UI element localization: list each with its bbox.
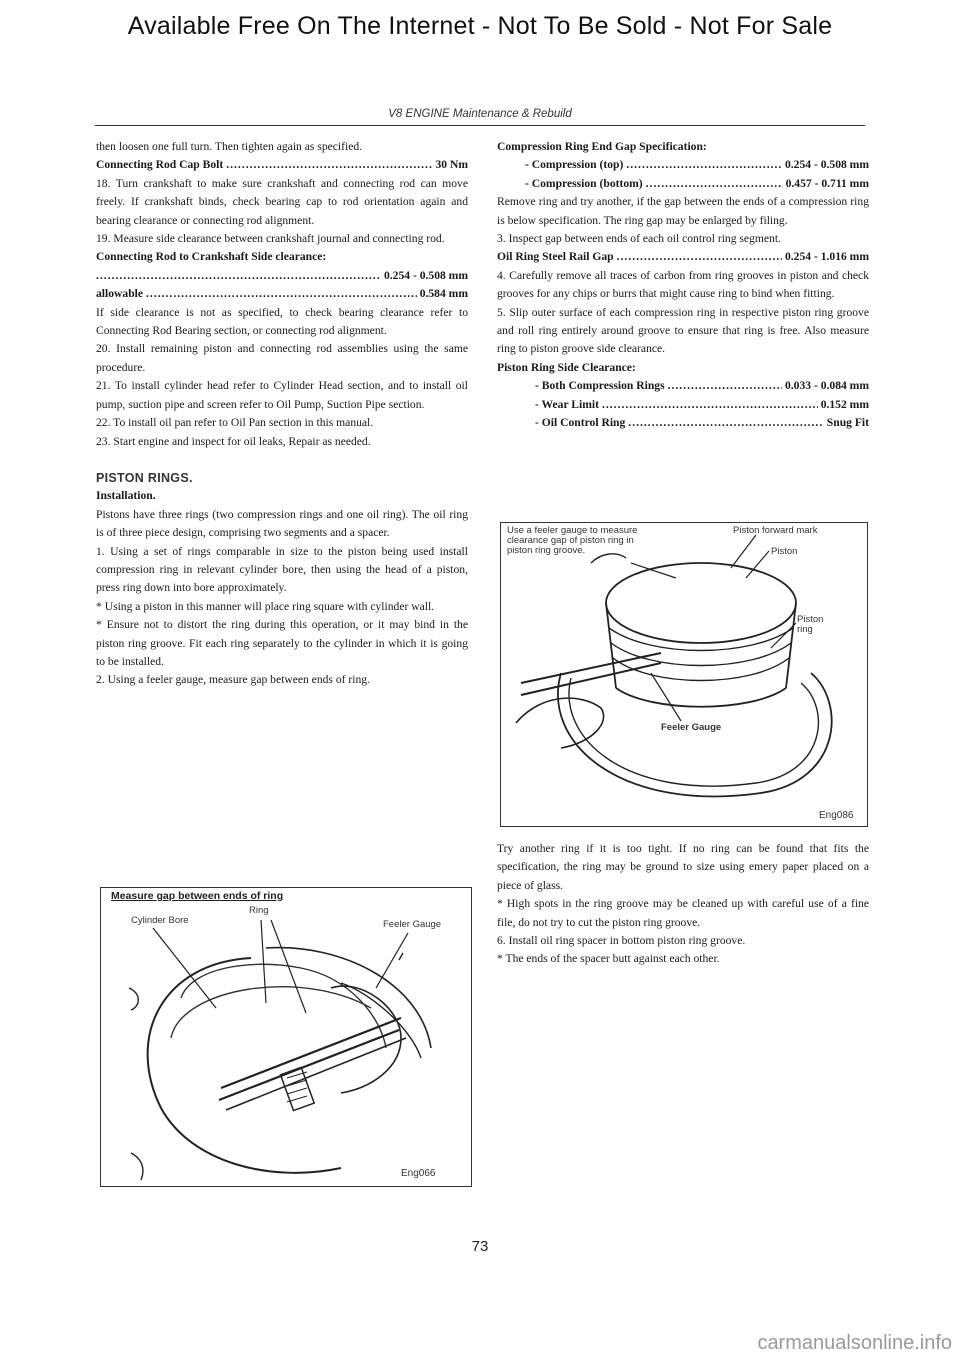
step-1: 1. Using a set of rings comparable in size to the piston being used install compression ring in relevant cylinder bore, then using the head of a piston, press ring down into bore approximately. (96, 544, 468, 595)
note: * Using a piston in this manner will place ring square with cylinder wall. (96, 599, 435, 613)
leader-dots (628, 414, 824, 432)
leader-dots (96, 267, 381, 285)
header-rule (95, 125, 865, 126)
note: * The ends of the spacer butt against each other. (497, 952, 720, 966)
step-21: 21. To install cylinder head refer to Cylinder Head section, and to install oil pump, suction pipe and screen refer to Oil Pump, Suction Pipe section. (96, 379, 468, 411)
step-23: 23. Start engine and inspect for oil leaks, Repair as needed. (96, 434, 371, 448)
spec-value: 0.457 - 0.711 mm (785, 176, 869, 190)
paragraph: Pistons have three rings (two compression rings and one oil ring). The oil ring is of three piece design, comprising two segments and a spacer. (96, 507, 468, 540)
leader-dots (626, 156, 782, 174)
spec-title: Piston Ring Side Clearance: (497, 360, 636, 374)
spec-line (497, 175, 869, 193)
spec-label: - Compression (top) (525, 158, 624, 172)
spec-line (497, 396, 869, 414)
label-use-feeler: Use a feeler gauge to measure clearance gap of piston ring in piston ring groove. (507, 526, 647, 556)
spec-line (497, 248, 869, 266)
spec-label: - Oil Control Ring (535, 416, 626, 430)
spec-value: 0.152 mm (820, 397, 869, 411)
leader-dots (146, 285, 417, 303)
spec-value: 0.254 - 0.508 mm (383, 268, 468, 282)
figure-code: Eng066 (401, 1168, 436, 1179)
step-3: 3. Inspect gap between ends of each oil control ring segment. (497, 232, 781, 246)
footer-watermark: carmanualsonline.info (757, 1332, 952, 1354)
figure-code: Eng086 (819, 810, 854, 821)
step-2: 2. Using a feeler gauge, measure gap between ends of ring. (96, 673, 370, 687)
note: * Ensure not to distort the ring during this operation, or it may bind in the piston ring groove. Fit each ring separately to the cylinder in which it is going to be installed. (96, 618, 468, 668)
spec-value: 0.254 - 1.016 mm (784, 250, 869, 264)
paragraph: Try another ring if it is too tight. If no ring can be found that fits the specification, the ring may be ground to size using emery paper placed on a piece of glass. (497, 842, 869, 892)
label-feeler-gauge: Feeler Gauge (383, 919, 442, 930)
step-4: 4. Carefully remove all traces of carbon from ring grooves in piston and check grooves for any chips or burrs that might cause ring to bind when fitting. (497, 268, 869, 301)
step-18: 18. Turn crankshaft to make sure crankshaft and connecting rod can move freely. If crankshaft binds, check bearing cap to rod orientation again and bearing clearance or connecting rod alignment. (96, 176, 468, 227)
spec-label: Connecting Rod Cap Bolt (96, 158, 224, 172)
label-forward-mark: Piston forward mark (733, 525, 818, 536)
right-column (497, 138, 869, 433)
spec-label: Oil Ring Steel Rail Gap (497, 250, 614, 264)
paragraph: then loosen one full turn. Then tighten again as specified. (96, 140, 363, 153)
spec-title: Connecting Rod to Crankshaft Side clearance: (96, 250, 327, 264)
note: * High spots in the ring groove may be cleaned up with careful use of a fine file, do not try to cut the piston ring groove. (497, 897, 869, 929)
spec-value: 0.584 mm (419, 287, 468, 301)
left-column (96, 138, 468, 690)
side-clearance-figure (500, 522, 868, 827)
page-number: 73 (471, 1238, 489, 1255)
watermark-banner: Available Free On The Internet - Not To Be Sold - Not For Sale (127, 12, 833, 40)
label-piston-ring: Piston ring (797, 614, 824, 635)
spec-label: - Both Compression Rings (535, 379, 665, 393)
spec-line (96, 267, 468, 285)
side-clearance-illustration (501, 523, 867, 826)
spec-line (96, 156, 468, 174)
spec-line (497, 156, 869, 174)
paragraph: If side clearance is not as specified, to check bearing clearance refer to Connecting Rod Bearing section, or connecting rod alignment. (96, 305, 468, 338)
paragraph: Remove ring and try another, if the gap between the ends of a compression ring is below specification. The ring gap may be enlarged by filing. (497, 195, 869, 227)
ring-gap-illustration (101, 888, 471, 1186)
leader-dots (226, 156, 432, 174)
spec-line (96, 285, 468, 303)
step-6: 6. Install oil ring spacer in bottom piston ring groove. (497, 934, 746, 948)
step-20: 20. Install remaining piston and connecting rod assemblies using the same procedure. (96, 342, 468, 374)
spec-value: 30 Nm (435, 158, 468, 172)
label-ring: Ring (249, 905, 269, 916)
subsection-title: Installation. (96, 489, 156, 503)
ring-gap-figure (100, 887, 472, 1187)
spec-label: allowable (96, 287, 144, 301)
running-header: V8 ENGINE Maintenance & Rebuild (388, 108, 572, 120)
step-19: 19. Measure side clearance between crankshaft journal and connecting rod. (96, 232, 445, 246)
spec-line (497, 414, 869, 432)
section-title: PISTON RINGS. (96, 470, 193, 485)
spec-label: - Compression (bottom) (525, 176, 643, 190)
leader-dots (668, 377, 782, 395)
spec-line (497, 377, 869, 395)
step-5: 5. Slip outer surface of each compression ring in respective piston ring groove and roll ring entirely around groove to ensure that ring is free. Also measure ring to piston groove side clearance. (497, 305, 869, 356)
spec-value: 0.254 - 0.508 mm (784, 158, 869, 172)
leader-dots (617, 248, 782, 266)
label-cylinder-bore: Cylinder Bore (131, 915, 189, 926)
leader-dots (602, 396, 818, 414)
spec-value: Snug Fit (826, 416, 869, 430)
spec-value: 0.033 - 0.084 mm (784, 379, 869, 393)
label-feeler-gauge: Feeler Gauge (661, 722, 722, 733)
figure-caption: Measure gap between ends of ring (111, 890, 284, 902)
label-piston: Piston (771, 546, 798, 557)
spec-label: - Wear Limit (535, 397, 599, 411)
step-22: 22. To install oil pan refer to Oil Pan section in this manual. (96, 416, 374, 430)
leader-dots (646, 175, 783, 193)
spec-title: Compression Ring End Gap Specification: (497, 140, 707, 153)
right-column-continued (497, 840, 869, 969)
